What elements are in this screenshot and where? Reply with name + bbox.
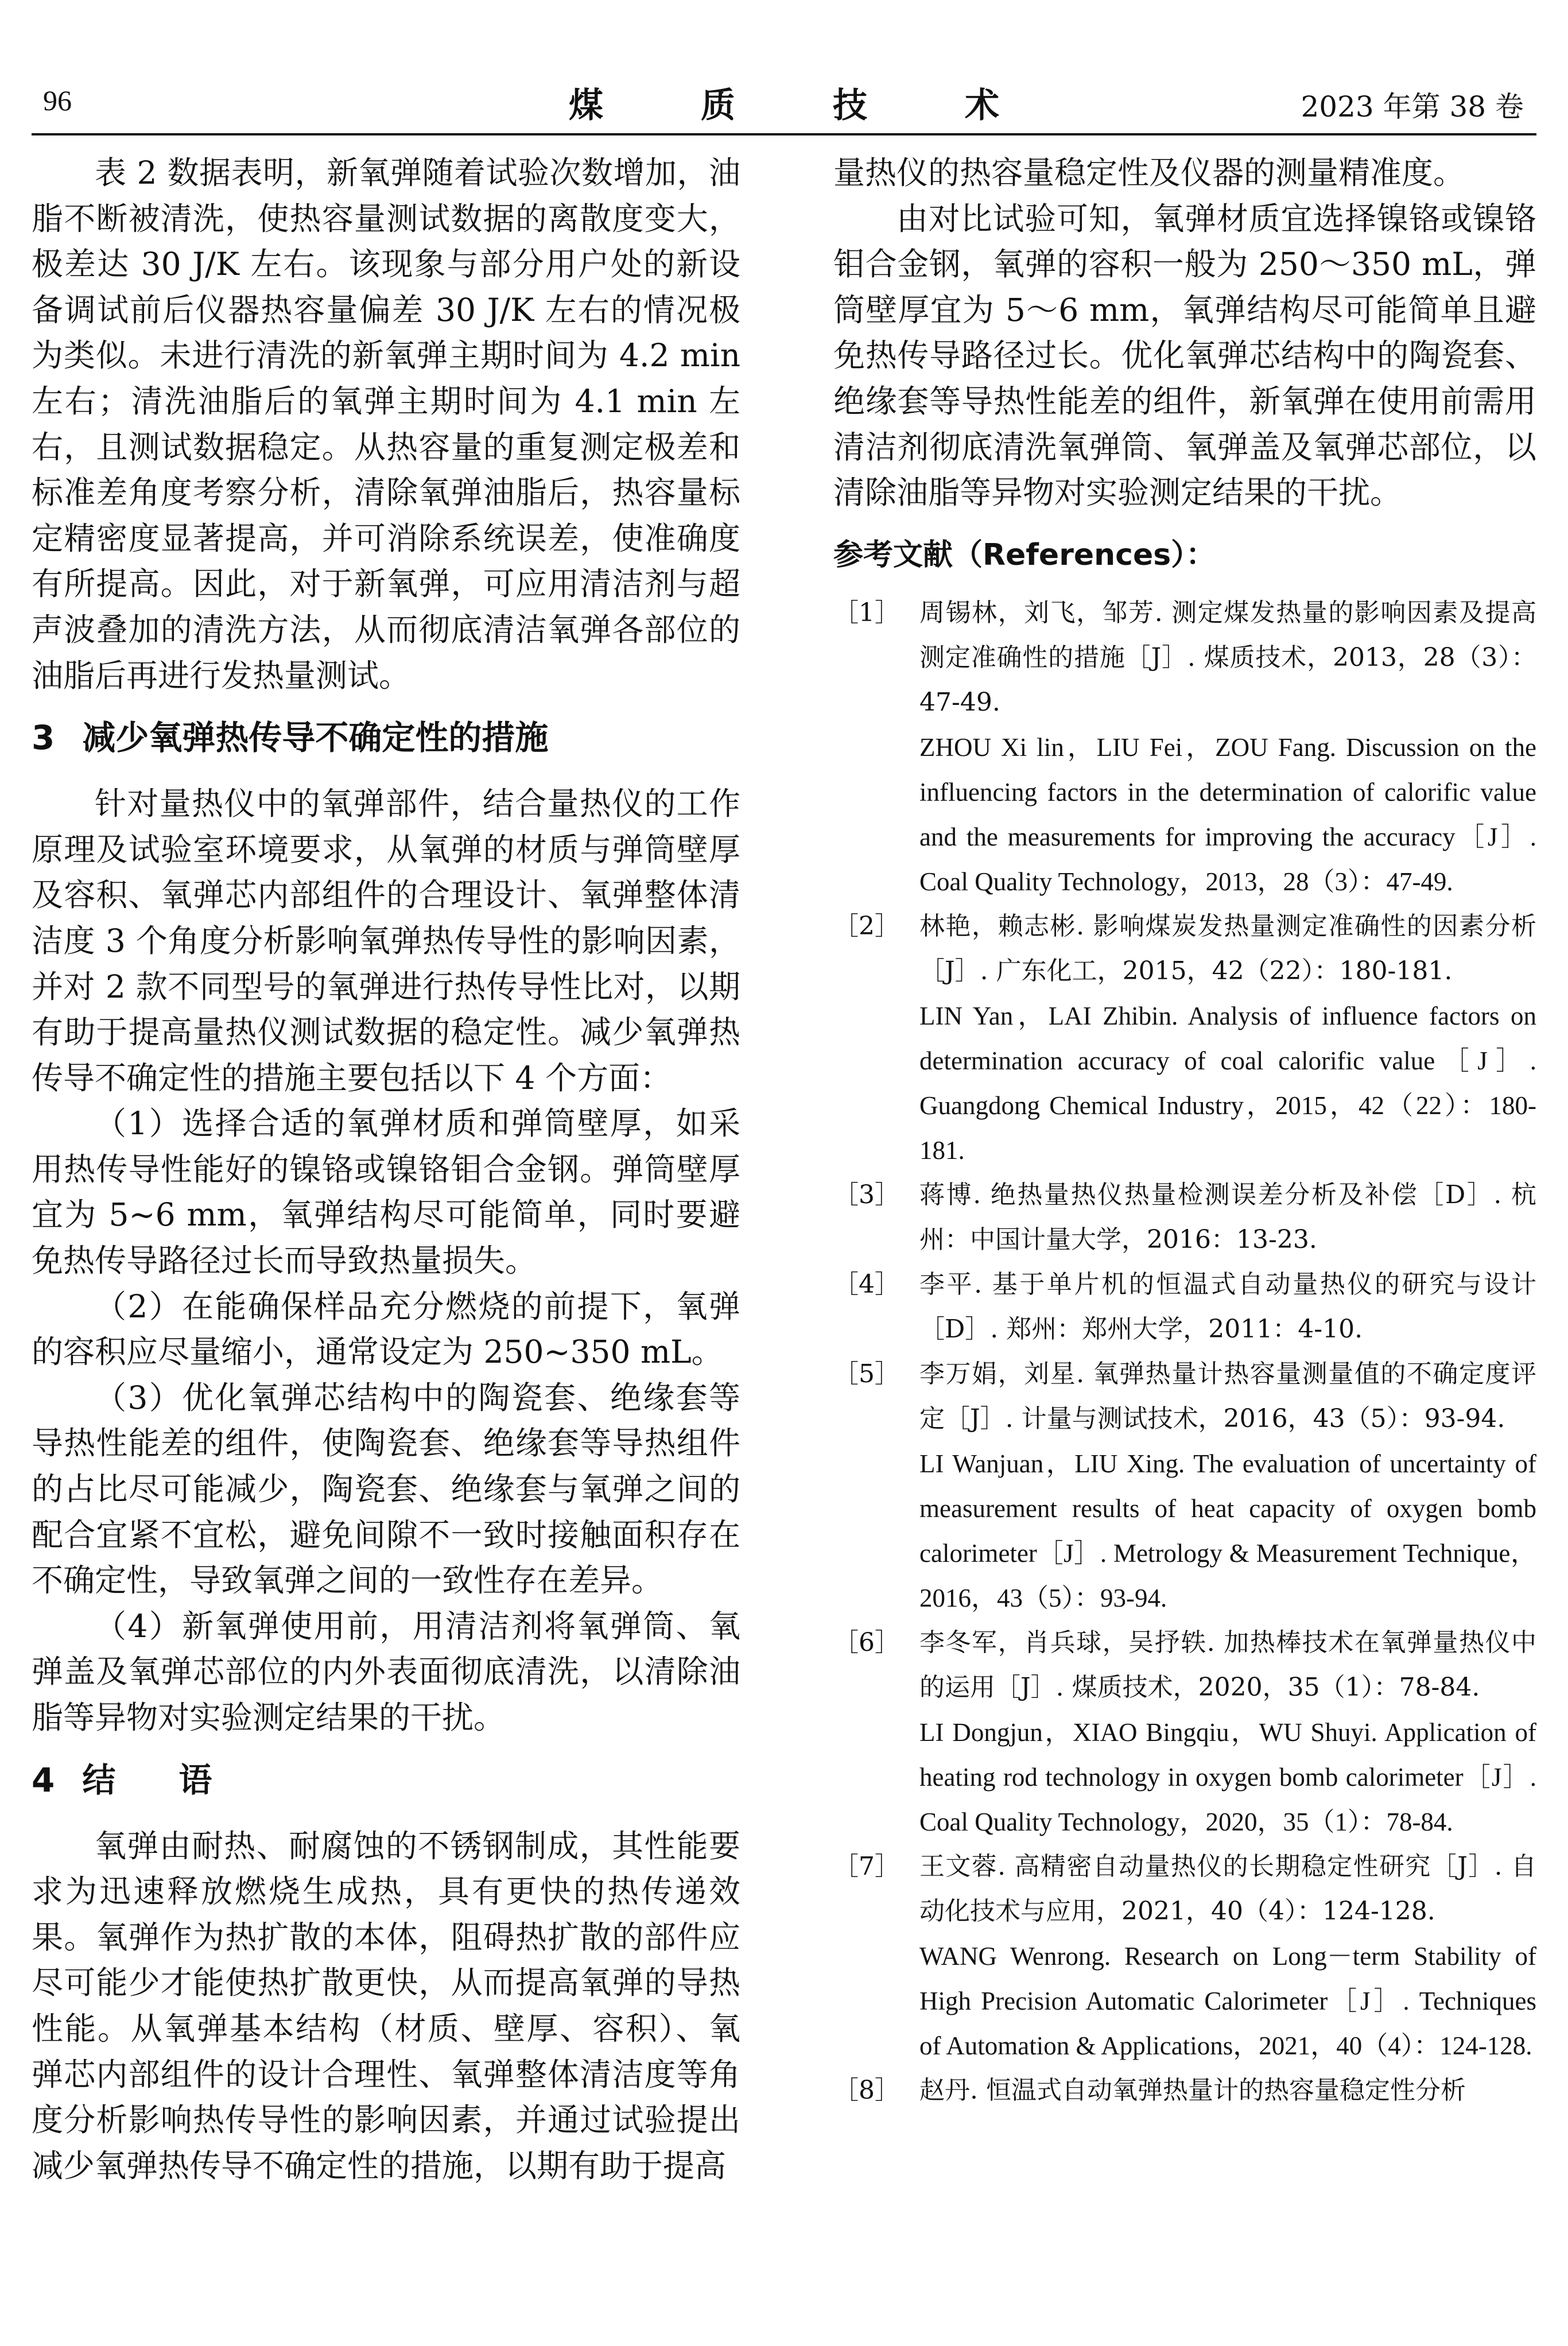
reference-item [833,2068,1536,2113]
reference-cn: 王文蓉. 高精密自动量热仪的长期稳定性研究［J］. 自动化技术与应用，2021，40（4）：124-128. [919,1851,1536,1926]
section-number: 3 [32,718,55,758]
journal-title: 煤质技术 [569,86,1097,126]
reference-en: WANG Wenrong. Research on Long－term Stability of High Precision Automatic Calorimeter［J］. Techniques of Automation & Applications，2021，40（4）：124-128. [919,1941,1536,2060]
reference-en: ZHOU Xi lin，LIU Fei，ZOU Fang. Discussion on the influencing factors in the determination of calorific value and the measurements for improving the accuracy［J］. Coal Quality Technology，2013，28（3）：47-49. [919,732,1536,896]
reference-index: ［8］ [833,2075,900,2105]
paragraph: 由对比试验可知，氧弹材质宜选择镍铬或镍铬钼合金钢，氧弹的容积一般为 250～350 mL，弹筒壁厚宜为 5～6 mm，氧弹结构尽可能简单且避免热传导路径过长。优化氧弹芯结构中的陶瓷套、绝缘套等导热性能差的组件，新氧弹在使用前需用清洁剂彻底清洗氧弹筒、氧弹盖及氧弹芯部位，以清除油脂等异物对实验测定结果的干扰。 [833,200,1536,511]
reference-item [833,904,1536,1173]
reference-index: ［5］ [833,1359,900,1389]
reference-text [919,1262,1536,1352]
reference-en: LI Wanjuan，LIU Xing. The evaluation of uncertainty of measurement results of heat capacity of oxygen bomb calorimeter［J］. Metrology & Measurement Technique，2016，43（5）：93-94. [919,1449,1536,1612]
measure-item-2: （2）在能确保样品充分燃烧的前提下，氧弹的容积应尽量缩小，通常设定为 250~350 mL。 [32,1288,740,1371]
reference-text [919,1173,1536,1262]
section-number: 4 [32,1760,55,1800]
section-heading-4 [32,1757,740,1803]
references-heading: 参考文献（References）： [833,537,1216,572]
measure-item-4: （4）新氧弹使用前，用清洁剂将氧弹筒、氧弹盖及氧弹芯部位的内外表面彻底清洗，以清除油脂等异物对实验测定结果的干扰。 [32,1607,740,1736]
section-title: 减少氧弹热传导不确定性的措施 [82,718,549,758]
reference-list [833,591,1536,2113]
paragraph: 氧弹由耐热、耐腐蚀的不锈钢制成，其性能要求为迅速释放燃烧生成热，具有更快的热传递效果。氧弹作为热扩散的本体，阻碍热扩散的部件应尽可能少才能使热扩散更快，从而提高氧弹的导热性能。从氧弹基本结构（材质、壁厚、容积）、氧弹芯内部组件的设计合理性、氧弹整体清洁度等角度分析影响热传导性的影响因素，并通过试验提出减少氧弹热传导不确定性的措施，以期有助于提高 [32,1827,740,2184]
reference-text [919,591,1536,904]
volume-info: 2023 年第 38 卷 [1301,90,1524,123]
reference-cn: 林艳，赖志彬. 影响煤炭发热量测定准确性的因素分析［J］. 广东化工，2015，42（22）：180-181. [919,911,1536,986]
reference-cn: 赵丹. 恒温式自动氧弹热量计的热容量稳定性分析 [919,2075,1466,2105]
measure-item-1: （1）选择合适的氧弹材质和弹筒壁厚，如采用热传导性能好的镍铬或镍铬钼合金钢。弹筒壁厚宜为 5~6 mm，氧弹结构尽可能简单，同时要避免热传导路径过长而导致热量损失。 [32,1105,740,1279]
header-rule [32,133,1536,135]
reference-cn: 李冬军，肖兵球，吴抒轶. 加热棒技术在氧弹量热仪中的运用［J］. 煤质技术，2020，35（1）：78-84. [919,1627,1536,1702]
paragraph: 针对量热仪中的氧弹部件，结合量热仪的工作原理及试验室环境要求，从氧弹的材质与弹筒壁厚及容积、氧弹芯内部组件的合理设计、氧弹整体清洁度 3 个角度分析影响氧弹热传导性的影响因素，并对 2 款不同型号的氧弹进行热传导性比对，以期有助于提高量热仪测试数据的稳定性。减少氧弹热传导不确定性的措施主要包括以下 4 个方面： [32,785,740,1096]
paragraph: 表 2 数据表明，新氧弹随着试验次数增加，油脂不断被清洗，使热容量测试数据的离散度变大，极差达 30 J/K 左右。该现象与部分用户处的新设备调试前后仪器热容量偏差 30 J/K 左右的情况极为类似。未进行清洗的新氧弹主期时间为 4.2 min 左右；清洗油脂后的氧弹主期时间为 4.1 min 左右，且测试数据稳定。从热容量的重复测定极差和标准差角度考察分析，清除氧弹油脂后，热容量标定精密度显著提高，并可消除系统误差，使准确度有所提高。因此，对于新氧弹，可应用清洁剂与超声波叠加的清洗方法，从而彻底清洁氧弹各部位的油脂后再进行发热量测试。 [32,154,740,694]
reference-item [833,1173,1536,1262]
reference-text [919,1352,1536,1620]
measure-item-3: （3）优化氧弹芯结构中的陶瓷套、绝缘套等导热性能差的组件，使陶瓷套、绝缘套等导热组件的占比尽可能减少，陶瓷套、绝缘套与氧弹之间的配合宜紧不宜松，避免间隙不一致时接触面积存在不确定性，导致氧弹之间的一致性存在差异。 [32,1379,740,1599]
reference-index: ［1］ [833,598,900,627]
reference-text [919,1844,1536,2068]
reference-index: ［6］ [833,1627,900,1657]
reference-cn: 周锡林，刘飞，邹芳. 测定煤发热量的影响因素及提高测定准确性的措施［J］. 煤质技术，2013，28（3）：47-49. [919,598,1536,717]
reference-item [833,591,1536,904]
reference-en: LIN Yan，LAI Zhibin. Analysis of influence factors on determination accuracy of coal calorific value［J］. Guangdong Chemical Industry，2015，42（22）：180-181. [919,1001,1536,1165]
reference-cn: 李万娟，刘星. 氧弹热量计热容量测量值的不确定度评定［J］. 计量与测试技术，2016，43（5）：93-94. [919,1359,1536,1433]
reference-text [919,904,1536,1173]
reference-item [833,1620,1536,1844]
reference-index: ［2］ [833,911,900,941]
reference-text [919,1620,1536,1844]
reference-index: ［3］ [833,1180,900,1209]
reference-item [833,1262,1536,1352]
reference-en: LI Dongjun，XIAO Bingqiu，WU Shuyi. Application of heating rod technology in oxygen bomb calorimeter［J］. Coal Quality Technology，2020，35（1）：78-84. [919,1717,1536,1836]
reference-cn: 蒋博. 绝热量热仪热量检测误差分析及补偿［D］. 杭州：中国计量大学，2016：13-23. [919,1180,1536,1254]
reference-cn: 李平. 基于单片机的恒温式自动量热仪的研究与设计［D］. 郑州：郑州大学，2011：4-10. [919,1269,1536,1344]
page-number: 96 [43,84,72,117]
page-header [32,73,1536,131]
reference-item [833,1844,1536,2068]
reference-item [833,1352,1536,1620]
right-column [833,150,1536,2113]
paragraph: 量热仪的热容量稳定性及仪器的测量精准度。 [833,154,1465,191]
reference-index: ［7］ [833,1851,900,1881]
left-column [32,150,740,2189]
reference-index: ［4］ [833,1269,900,1299]
section-heading-3 [32,715,740,761]
section-title: 结语 [82,1760,275,1800]
reference-text [919,2068,1536,2113]
